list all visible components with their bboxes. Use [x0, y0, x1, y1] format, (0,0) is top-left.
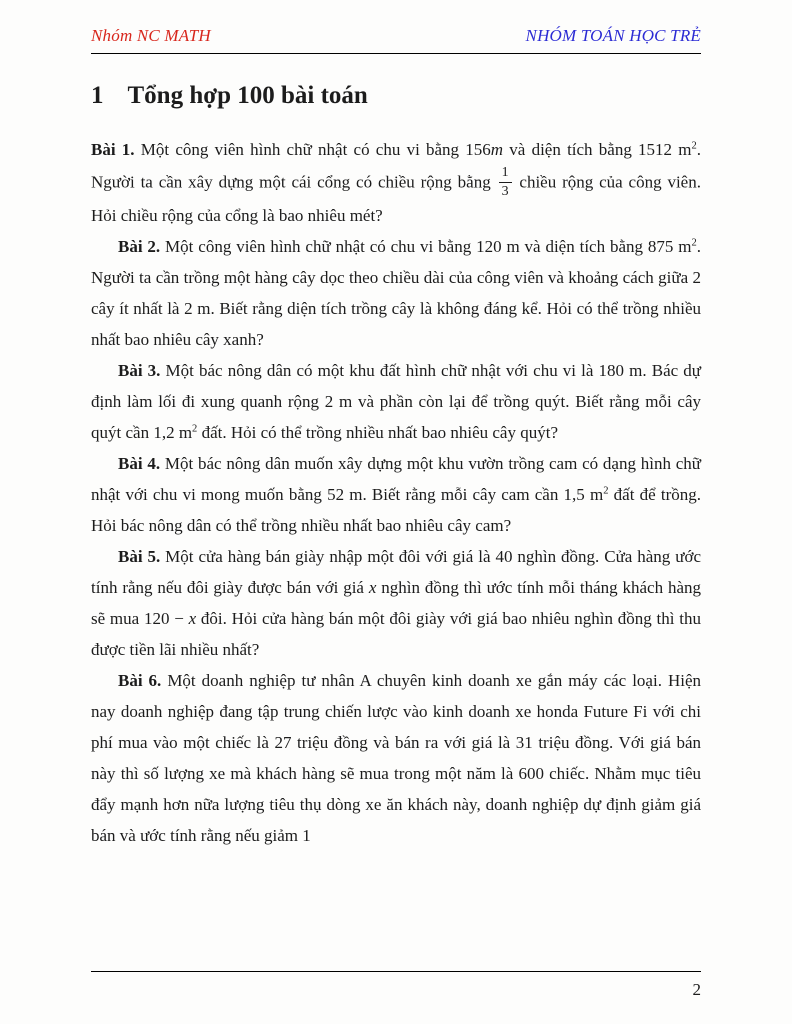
problem-label: Bài 4.: [118, 454, 161, 474]
page-header: [91, 26, 701, 54]
problem-paragraph: Bài 5. Một cửa hàng bán giày nhập một đôi với giá là 40 nghìn đồng. Cửa hàng ước tính rằng nếu đôi giày được bán với giá x nghìn đồng thì ước tính mỗi tháng khách hàng sẽ mua 120 − x đôi. Hỏi cửa hàng bán một đôi giày với giá bao nhiêu nghìn đồng thì thu được tiền lãi nhiều nhất?: [91, 547, 702, 660]
problem-paragraph: Bài 1. Một công viên hình chữ nhật có chu vi bằng 156m và diện tích bằng 1512 $m^2$. Người ta cần xây dựng một cái cổng có chiều rộng bằng $\frac{1}{3}$ chiều rộng của công viên. Hỏi chiều rộng của cổng là bao nhiêu mét?: [91, 140, 702, 226]
superscript: 2: [192, 423, 198, 435]
problem-paragraph: Bài 6. Một doanh nghiệp tư nhân A chuyên kinh doanh xe gắn máy các loại. Hiện nay doanh nghiệp đang tập trung chiến lược vào kinh doanh xe honda Future Fi với chi phí mua vào một chiếc là 27 triệu đồng và bán ra với giá là 31 triệu đồng. Với giá bán này thì số lượng xe mà khách hàng sẽ mua trong một năm là 600 chiếc. Nhằm mục tiêu đẩy mạnh hơn nữa lượng tiêu thụ dòng xe ăn khách này, doanh nghiệp dự định giảm giá bán và ước tính rằng nếu giảm 1: [91, 671, 701, 846]
section-heading: [91, 82, 701, 110]
problem-label: Bài 5.: [118, 547, 161, 567]
superscript: 2: [603, 485, 609, 497]
math-variable: x: [368, 578, 377, 598]
section-number: 1: [91, 82, 104, 109]
header-left-text: Nhóm NC MATH: [91, 26, 211, 45]
problem-label: Bài 1.: [91, 140, 135, 159]
problem-paragraph: Bài 2. Một công viên hình chữ nhật có chu vi bằng 120 m và diện tích bằng 875 $m^2$. Người ta cần trồng một hàng cây dọc theo chiều dài của công viên và khoảng cách giữa 2 cây ít nhất là 2 m. Biết rằng diện tích trồng cây là không đáng kể. Hỏi có thể trồng nhiều nhất bao nhiêu cây xanh?: [91, 237, 701, 350]
problem-list: [91, 134, 701, 851]
problem-label: Bài 2.: [118, 237, 161, 257]
math-fraction: $\frac{1}{3}$: [499, 165, 512, 200]
page-number: 2: [692, 980, 701, 999]
problem-paragraph: Bài 4. Một bác nông dân muốn xây dựng một khu vườn trồng cam có dạng hình chữ nhật với chu vi mong muốn bằng 52 m. Biết rằng mỗi cây cam cần 1,5 $m^2$ đất để trồng. Hỏi bác nông dân có thể trồng nhiều nhất bao nhiêu cây cam?: [91, 454, 702, 536]
page-footer: [91, 971, 701, 1000]
problem-label: Bài 6.: [118, 671, 162, 691]
math-variable: x: [188, 609, 197, 629]
superscript: 2: [691, 237, 697, 249]
header-right-text: NHÓM TOÁN HỌC TRẺ: [525, 26, 701, 45]
problem-paragraph: Bài 3. Một bác nông dân có một khu đất hình chữ nhật với chu vi là 180 m. Bác dự định làm lối đi xung quanh rộng 2 m và phần còn lại để trồng quýt. Biết rằng mỗi cây quýt cần 1,2 $m^2$ đất. Hỏi có thể trồng nhiều nhất bao nhiêu cây quýt?: [91, 361, 702, 443]
problem-label: Bài 3.: [118, 361, 161, 381]
superscript: 2: [691, 140, 697, 152]
math-variable: m: [490, 140, 504, 159]
section-title-text: Tổng hợp 100 bài toán: [127, 82, 368, 109]
